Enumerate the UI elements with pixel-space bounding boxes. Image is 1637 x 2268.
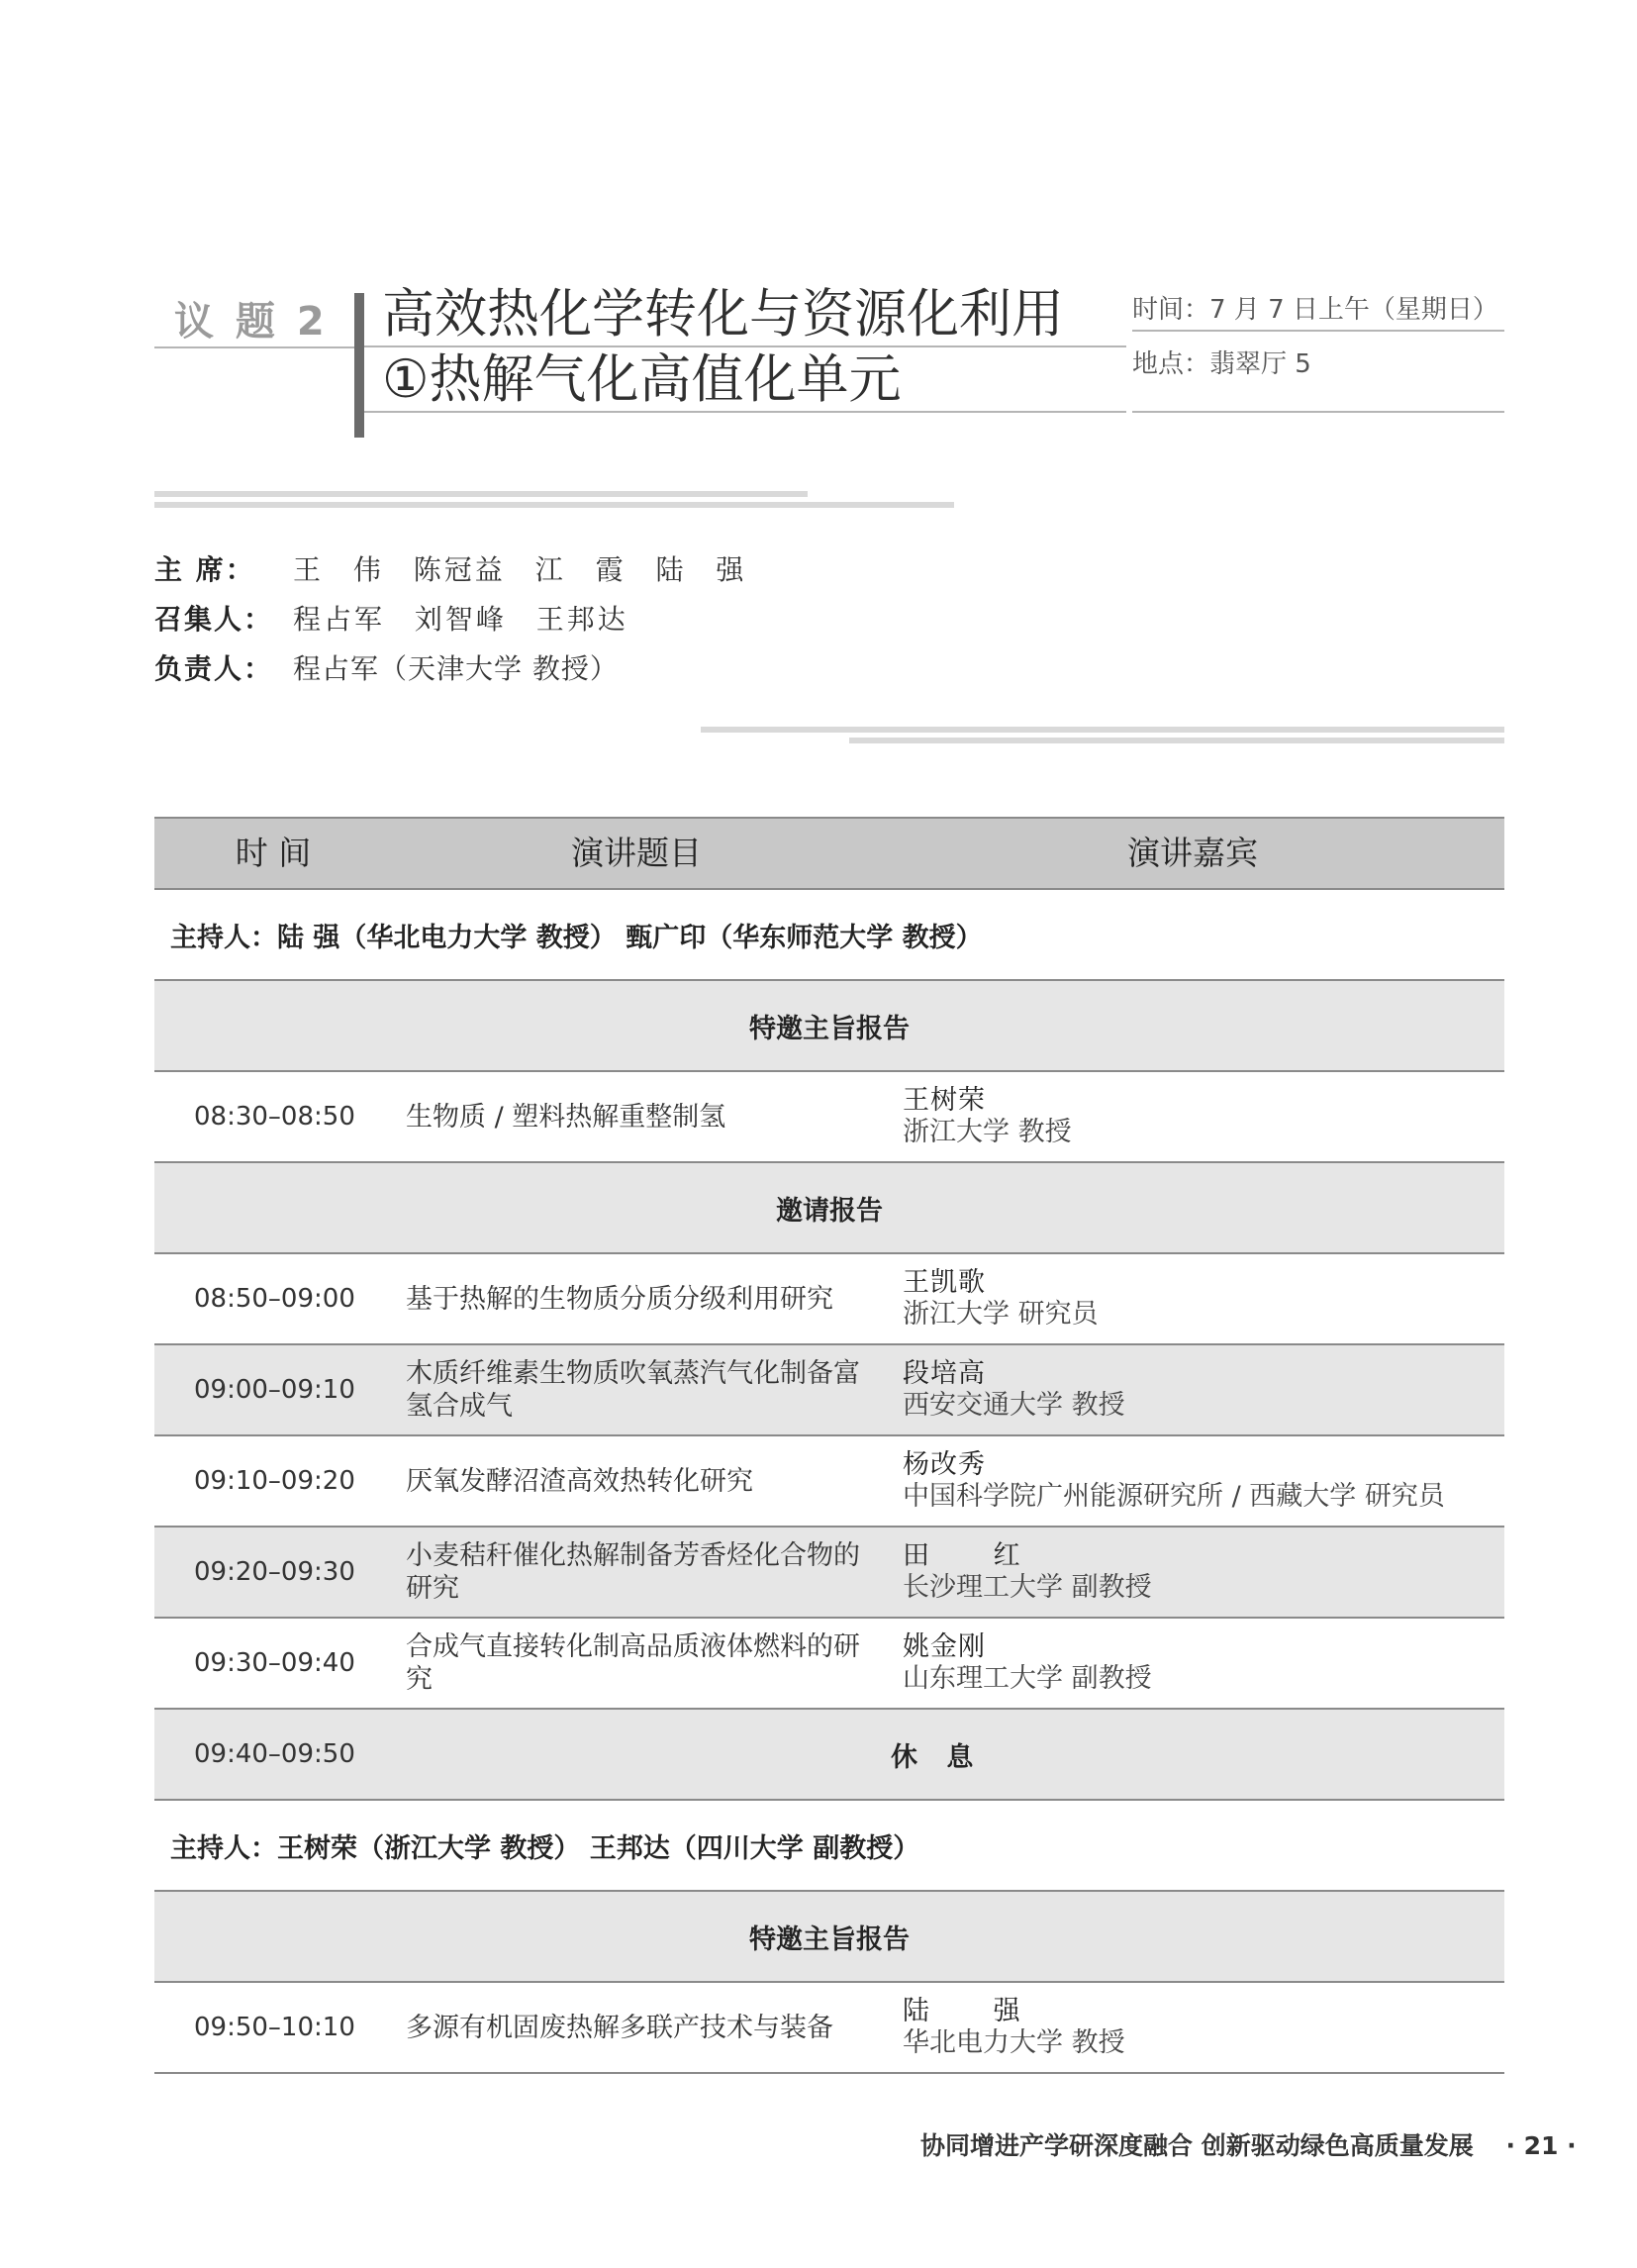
talk-topic: 多源有机固废热解多联产技术与装备 bbox=[406, 2012, 833, 2043]
decorative-line bbox=[154, 502, 954, 508]
table-row bbox=[154, 1619, 1504, 1710]
talk-speaker bbox=[903, 1619, 1152, 1708]
section-row bbox=[154, 1892, 1504, 1983]
speaker-affiliation: 西安交通大学 教授 bbox=[903, 1390, 1125, 1421]
divider bbox=[1132, 411, 1504, 413]
session-time: 时间：7 月 7 日上午（星期日） bbox=[1132, 295, 1498, 325]
header-topic: 演讲题目 bbox=[571, 834, 702, 872]
break-row bbox=[154, 1710, 1504, 1801]
decorative-line bbox=[849, 738, 1504, 743]
talk-topic: 生物质 / 塑料热解重整制氢 bbox=[406, 1101, 726, 1133]
speaker-name: 杨改秀 bbox=[903, 1449, 986, 1480]
committee-label: 主 席： bbox=[154, 553, 255, 586]
speaker-affiliation: 中国科学院广州能源研究所 / 西藏大学 研究员 bbox=[903, 1481, 1445, 1512]
speaker-name: 田 红 bbox=[903, 1540, 1048, 1571]
host-row bbox=[154, 890, 1504, 981]
host-text: 主持人：陆 强（华北电力大学 教授） 甄广印（华东师范大学 教授） bbox=[170, 922, 983, 953]
divider bbox=[154, 346, 357, 348]
talk-time: 09:10–09:20 bbox=[194, 1466, 355, 1496]
talk-speaker bbox=[903, 1072, 1072, 1161]
talk-speaker bbox=[903, 1436, 1445, 1526]
talk-topic: 木质纤维素生物质吹氧蒸汽气化制备富氢合成气 bbox=[406, 1358, 860, 1422]
speaker-affiliation: 浙江大学 研究员 bbox=[903, 1299, 1099, 1330]
break-label: 休 息 bbox=[891, 1741, 984, 1773]
header-speaker: 演讲嘉宾 bbox=[1127, 834, 1258, 872]
host-text: 主持人：王树荣（浙江大学 教授） 王邦达（四川大学 副教授） bbox=[170, 1832, 920, 1864]
talk-time: 09:00–09:10 bbox=[194, 1375, 355, 1405]
committee-value: 程占军 刘智峰 王邦达 bbox=[293, 603, 628, 636]
table-row bbox=[154, 1072, 1504, 1163]
page-title-line2: ①热解气化高值化单元 bbox=[382, 349, 902, 410]
table-row bbox=[154, 1528, 1504, 1619]
speaker-name: 王凯歌 bbox=[903, 1267, 986, 1298]
speaker-affiliation: 山东理工大学 副教授 bbox=[903, 1663, 1152, 1694]
talk-time: 08:30–08:50 bbox=[194, 1102, 355, 1132]
speaker-name: 王树荣 bbox=[903, 1085, 986, 1116]
decorative-line bbox=[701, 727, 1504, 733]
section-title: 邀请报告 bbox=[776, 1195, 883, 1227]
speaker-affiliation: 浙江大学 教授 bbox=[903, 1117, 1072, 1147]
talk-speaker bbox=[903, 1528, 1152, 1617]
committee-label: 负责人： bbox=[154, 652, 274, 685]
section-row bbox=[154, 1163, 1504, 1254]
committee-convener bbox=[154, 598, 628, 638]
talk-speaker bbox=[903, 1254, 1099, 1343]
talk-time: 08:50–09:00 bbox=[194, 1284, 355, 1314]
header-time: 时 间 bbox=[235, 834, 312, 872]
table-header bbox=[154, 817, 1504, 890]
speaker-affiliation: 华北电力大学 教授 bbox=[903, 2027, 1125, 2058]
section-title: 特邀主旨报告 bbox=[749, 1013, 910, 1044]
page-number: · 21 · bbox=[1505, 2131, 1577, 2160]
table-row bbox=[154, 1345, 1504, 1436]
committee-value: 程占军（天津大学 教授） bbox=[293, 652, 619, 685]
speaker-name: 陆 强 bbox=[903, 1996, 1048, 2026]
talk-time: 09:50–10:10 bbox=[194, 2013, 355, 2042]
talk-speaker bbox=[903, 1983, 1125, 2072]
talk-topic: 基于热解的生物质分质分级利用研究 bbox=[406, 1283, 833, 1315]
section-title: 特邀主旨报告 bbox=[749, 1923, 910, 1955]
speaker-name: 姚金刚 bbox=[903, 1631, 986, 1662]
page-footer bbox=[920, 2126, 1577, 2162]
table-row bbox=[154, 1983, 1504, 2074]
talk-topic: 厌氧发酵沼渣高效热转化研究 bbox=[406, 1465, 753, 1497]
title-accent-bar bbox=[354, 293, 364, 438]
break-time: 09:40–09:50 bbox=[194, 1739, 355, 1769]
speaker-affiliation: 长沙理工大学 副教授 bbox=[903, 1572, 1152, 1603]
talk-speaker bbox=[903, 1345, 1125, 1434]
table-row bbox=[154, 1436, 1504, 1528]
host-row bbox=[154, 1801, 1504, 1892]
talk-topic: 小麦秸秆催化热解制备芳香烃化合物的研究 bbox=[406, 1540, 860, 1604]
committee-label: 召集人： bbox=[154, 603, 274, 636]
committee-responsible bbox=[154, 647, 619, 687]
page-title-line1: 高效热化学转化与资源化利用 bbox=[382, 284, 1064, 345]
talk-time: 09:30–09:40 bbox=[194, 1648, 355, 1678]
committee-value: 王 伟 陈冠益 江 霞 陆 强 bbox=[293, 553, 747, 586]
footer-text: 协同增进产学研深度融合 创新驱动绿色高质量发展 bbox=[920, 2131, 1474, 2160]
speaker-name: 段培高 bbox=[903, 1358, 986, 1389]
divider bbox=[364, 345, 1126, 347]
divider bbox=[1132, 330, 1504, 332]
section-row bbox=[154, 981, 1504, 1072]
decorative-line bbox=[154, 491, 808, 497]
topic-label: 议 题 2 bbox=[174, 299, 329, 345]
table-row bbox=[154, 1254, 1504, 1345]
divider bbox=[364, 411, 1126, 413]
talk-topic: 合成气直接转化制高品质液体燃料的研究 bbox=[406, 1631, 860, 1695]
session-location: 地点：翡翠厅 5 bbox=[1132, 349, 1311, 379]
talk-time: 09:20–09:30 bbox=[194, 1557, 355, 1587]
schedule-table bbox=[154, 817, 1504, 2074]
committee-chair bbox=[154, 548, 746, 588]
